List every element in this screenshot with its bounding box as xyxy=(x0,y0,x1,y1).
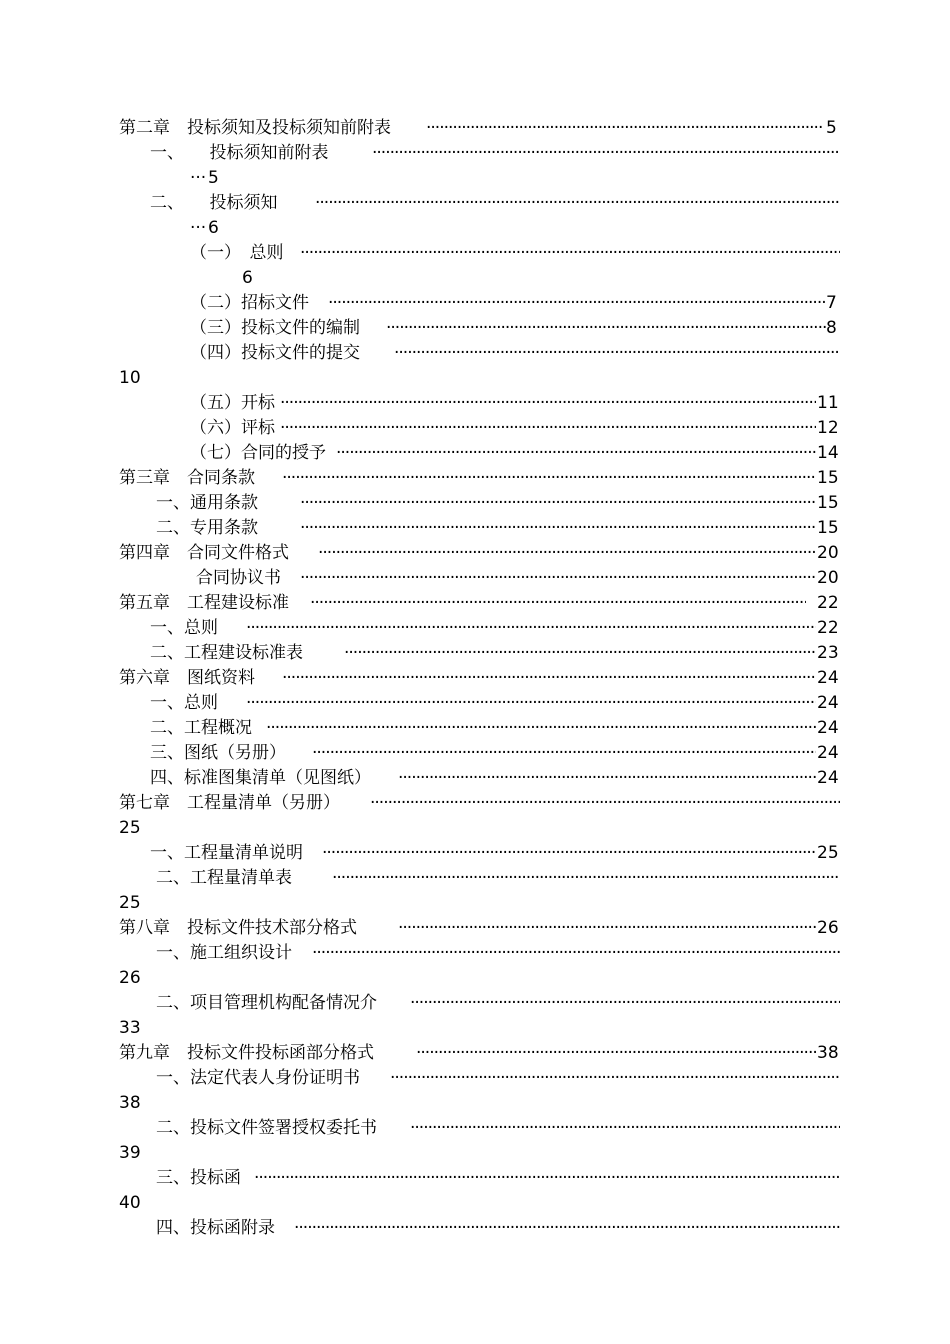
toc-entry-title: （二）招标文件 xyxy=(190,293,309,313)
toc-entry-wrap xyxy=(0,1016,950,1041)
toc-leader-dots xyxy=(370,792,840,814)
toc-entry[interactable] xyxy=(0,791,950,816)
toc-leader-dots xyxy=(336,442,816,464)
toc-entry-page: 14 xyxy=(817,443,839,463)
toc-entry[interactable] xyxy=(0,341,950,366)
toc-entry-page: 23 xyxy=(817,643,839,663)
toc-entry-page: 24 xyxy=(817,768,839,788)
toc-leader-dots xyxy=(310,592,806,614)
toc-entry-page: 20 xyxy=(817,568,839,588)
toc-entry-title: 二、工程量清单表 xyxy=(156,868,292,888)
toc-entry-page: 8 xyxy=(826,318,837,338)
toc-entry-page: 25 xyxy=(817,843,839,863)
toc-entry-page: 22 xyxy=(817,593,839,613)
toc-entry-page: 26 xyxy=(119,968,141,988)
toc-leader-dots xyxy=(312,942,840,964)
toc-entry-title: 第四章 合同文件格式 xyxy=(119,543,289,563)
toc-entry-title: 一、工程量清单说明 xyxy=(150,843,303,863)
toc-entry-title: 二、项目管理机构配备情况介 xyxy=(156,993,377,1013)
toc-entry-wrap xyxy=(0,966,950,991)
toc-entry-title: 第五章 工程建设标准 xyxy=(119,593,289,613)
toc-entry-page: 26 xyxy=(817,918,839,938)
toc-leader-dots xyxy=(322,842,816,864)
toc-entry-title: （四）投标文件的提交 xyxy=(190,343,360,363)
toc-leader-dots xyxy=(280,392,816,414)
toc-entry-page: 25 xyxy=(119,893,141,913)
toc-entry-title: 一、通用条款 xyxy=(156,493,258,513)
toc-leader-dots xyxy=(246,617,816,639)
toc-leader-dots xyxy=(246,692,816,714)
toc-entry[interactable] xyxy=(0,1116,950,1141)
toc-leader-dots xyxy=(332,867,840,889)
toc-entry-page: 6 xyxy=(242,268,253,288)
toc-entry-page: 15 xyxy=(817,493,839,513)
toc-leader-dots xyxy=(300,517,816,539)
toc-entry-title: 一、 投标须知前附表 xyxy=(150,143,329,163)
toc-entry[interactable] xyxy=(0,191,950,216)
toc-entry-title: 一、法定代表人身份证明书 xyxy=(156,1068,360,1088)
toc-entry[interactable] xyxy=(0,716,950,741)
toc-entry[interactable] xyxy=(0,741,950,766)
toc-leader-dots xyxy=(390,1067,840,1089)
toc-entry-page: 24 xyxy=(817,693,839,713)
toc-entry[interactable] xyxy=(0,591,950,616)
toc-leader-dots xyxy=(300,242,840,264)
toc-entry-title: 二、投标文件签署授权委托书 xyxy=(156,1118,377,1138)
toc-entry[interactable] xyxy=(0,841,950,866)
toc-entry-page: 22 xyxy=(817,618,839,638)
toc-entry-page: 5 xyxy=(208,168,219,188)
toc-leader-dots xyxy=(315,192,840,214)
toc-leader-dots xyxy=(386,317,826,339)
toc-entry-page: 38 xyxy=(817,1043,839,1063)
toc-entry[interactable] xyxy=(0,491,950,516)
toc-entry-wrap xyxy=(0,1141,950,1166)
toc-entry[interactable] xyxy=(0,466,950,491)
toc-entry-page: 24 xyxy=(817,718,839,738)
toc-entry-page: 15 xyxy=(817,518,839,538)
toc-entry-page: 20 xyxy=(817,543,839,563)
toc-leader-dots xyxy=(398,917,816,939)
toc-entry-page: 40 xyxy=(119,1193,141,1213)
toc-entry-title: （三）投标文件的编制 xyxy=(190,318,360,338)
toc-leader-dots xyxy=(254,1167,840,1189)
toc-entry-page: 39 xyxy=(119,1143,141,1163)
toc-entry-title: 二、专用条款 xyxy=(156,518,258,538)
toc-leader-dots xyxy=(312,742,816,764)
toc-leader-dots xyxy=(344,642,816,664)
toc-entry[interactable] xyxy=(0,616,950,641)
toc-entry[interactable] xyxy=(0,116,950,141)
toc-entry-wrap xyxy=(0,266,950,291)
toc-entry-title: 一、总则 xyxy=(150,618,218,638)
toc-entry[interactable] xyxy=(0,941,950,966)
toc-entry-title: 第三章 合同条款 xyxy=(119,468,255,488)
toc-entry[interactable] xyxy=(0,991,950,1016)
toc-leader-dots xyxy=(318,542,816,564)
toc-leader-dots xyxy=(416,1042,816,1064)
toc-entry-title: （一） 总则 xyxy=(190,243,284,263)
toc-entry-page: 25 xyxy=(119,818,141,838)
toc-entry[interactable] xyxy=(0,141,950,166)
toc-entry[interactable] xyxy=(0,916,950,941)
toc-entry-title: 一、施工组织设计 xyxy=(156,943,292,963)
toc-entry[interactable] xyxy=(0,441,950,466)
toc-entry-title: 第八章 投标文件技术部分格式 xyxy=(119,918,357,938)
toc-entry-wrap xyxy=(0,1191,950,1216)
toc-entry-page: 5 xyxy=(826,118,837,138)
toc-entry-title: 三、投标函 xyxy=(156,1168,241,1188)
toc-entry-wrap xyxy=(0,216,950,241)
toc-entry-title: （七）合同的授予 xyxy=(190,443,326,463)
toc-entry-page: 7 xyxy=(826,293,837,313)
toc-entry-title: 第二章 投标须知及投标须知前附表 xyxy=(119,118,391,138)
toc-entry-wrap xyxy=(0,366,950,391)
toc-entry[interactable] xyxy=(0,316,950,341)
toc-leader-dots xyxy=(410,1117,840,1139)
toc-entry[interactable] xyxy=(0,391,950,416)
toc-entry[interactable] xyxy=(0,691,950,716)
table-of-contents xyxy=(0,116,950,1241)
toc-leader-dots xyxy=(266,717,816,739)
toc-entry-page: 15 xyxy=(817,468,839,488)
toc-entry-page: 24 xyxy=(817,743,839,763)
toc-entry-title: 四、投标函附录 xyxy=(156,1218,275,1238)
toc-entry-title: 三、图纸（另册） xyxy=(150,743,286,763)
toc-entry[interactable] xyxy=(0,1166,950,1191)
toc-leader-dots xyxy=(300,492,816,514)
toc-entry-title: 第七章 工程量清单（另册） xyxy=(119,793,340,813)
toc-leader-dots xyxy=(280,417,816,439)
toc-entry-wrap xyxy=(0,1091,950,1116)
toc-entry-title: 二、工程概况 xyxy=(150,718,252,738)
toc-entry-page: 24 xyxy=(817,668,839,688)
toc-entry-page: 11 xyxy=(817,393,839,413)
toc-entry-title: （六）评标 xyxy=(190,418,275,438)
toc-leader-dots xyxy=(398,767,816,789)
toc-entry[interactable] xyxy=(0,541,950,566)
toc-entry-title: 合同协议书 xyxy=(196,568,281,588)
toc-entry-wrap xyxy=(0,816,950,841)
toc-entry-wrap xyxy=(0,166,950,191)
toc-entry[interactable] xyxy=(0,416,950,441)
toc-entry-title: 第九章 投标文件投标函部分格式 xyxy=(119,1043,374,1063)
toc-entry-title: 四、标准图集清单（见图纸） xyxy=(150,768,371,788)
toc-entry[interactable] xyxy=(0,766,950,791)
toc-entry[interactable] xyxy=(0,641,950,666)
toc-entry-page: 10 xyxy=(119,368,141,388)
toc-entry-page: 33 xyxy=(119,1018,141,1038)
toc-entry-title: 二、工程建设标准表 xyxy=(150,643,303,663)
toc-entry[interactable] xyxy=(0,1066,950,1091)
toc-leader-dots xyxy=(300,567,816,589)
toc-entry-wrap xyxy=(0,891,950,916)
toc-leader-dots xyxy=(426,117,824,139)
toc-entry-title: 二、 投标须知 xyxy=(150,193,278,213)
toc-leader-dots-tail: ··· xyxy=(190,168,207,188)
toc-leader-dots xyxy=(372,142,840,164)
toc-entry-title: 第六章 图纸资料 xyxy=(119,668,255,688)
toc-leader-dots xyxy=(294,1217,840,1239)
toc-leader-dots-tail: ··· xyxy=(190,218,207,238)
toc-entry-page: 12 xyxy=(817,418,839,438)
toc-leader-dots xyxy=(328,292,826,314)
toc-entry[interactable] xyxy=(0,1041,950,1066)
toc-entry[interactable] xyxy=(0,1216,950,1241)
toc-leader-dots xyxy=(410,992,840,1014)
toc-entry[interactable] xyxy=(0,866,950,891)
toc-entry-title: （五）开标 xyxy=(190,393,275,413)
toc-entry-page: 6 xyxy=(208,218,219,238)
toc-entry[interactable] xyxy=(0,566,950,591)
toc-entry-title: 一、总则 xyxy=(150,693,218,713)
toc-entry[interactable] xyxy=(0,241,950,266)
toc-entry[interactable] xyxy=(0,666,950,691)
toc-entry-page: 38 xyxy=(119,1093,141,1113)
toc-leader-dots xyxy=(282,467,816,489)
toc-entry[interactable] xyxy=(0,516,950,541)
toc-leader-dots xyxy=(394,342,840,364)
toc-leader-dots xyxy=(282,667,816,689)
toc-entry[interactable] xyxy=(0,291,950,316)
